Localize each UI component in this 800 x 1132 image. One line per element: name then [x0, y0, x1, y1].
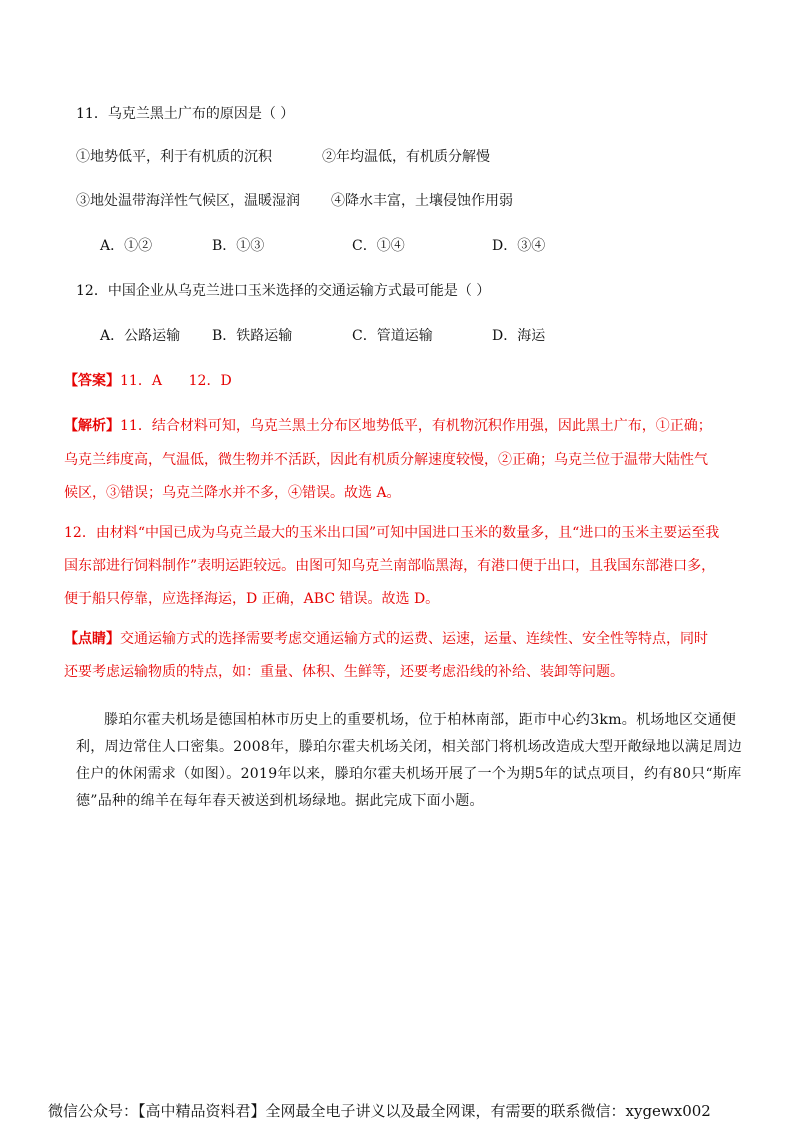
analysis-q12-line-2: 国东部进行饲料制作”表明运距较远。由图可知乌克兰南部临黑海，有港口便于出口，且我国东部港口多， — [64, 558, 716, 574]
q12-option-c: C．管道运输 — [352, 328, 433, 344]
comment-line-1 — [64, 629, 708, 649]
q11-option-b: B．①③ — [212, 238, 265, 254]
q11-statement-4: ④降水丰富，土壤侵蚀作用弱 — [331, 193, 513, 209]
q11-option-c: C．①④ — [352, 238, 405, 254]
analysis-line-3: 候区，③错误；乌克兰降水并不多，④错误。故选 A。 — [64, 485, 401, 501]
analysis-q12-line-3: 便于船只停靠，应选择海运，D 正确，ABC 错误。故选 D。 — [64, 591, 440, 607]
analysis-line-2: 乌克兰纬度高，气温低，微生物并不活跃，因此有机质分解速度较慢，②正确；乌克兰位于温带大陆性气 — [64, 452, 708, 468]
q12-option-b: B．铁路运输 — [212, 328, 293, 344]
q11-option-d: D．③④ — [492, 238, 546, 254]
analysis-q12-line-1: 12．由材料“中国已成为乌克兰最大的玉米出口国”可知中国进口玉米的数量多，且“进口的玉米主要运至我 — [64, 525, 720, 541]
q11-stem: 11．乌克兰黑土广布的原因是（ ） — [76, 106, 295, 122]
q11-statement-1: ①地势低平，利于有机质的沉积 — [76, 149, 272, 165]
q11-option-a: A．①② — [100, 238, 153, 254]
q12-option-a: A．公路运输 — [100, 328, 181, 344]
q11-statement-2: ②年均温低，有机质分解慢 — [322, 149, 490, 165]
analysis-text-1: 11．结合材料可知，乌克兰黑土分布区地势低平，有机物沉积作用强，因此黑土广布，①正确； — [120, 418, 712, 434]
comment-tag: 【点睛】 — [64, 631, 120, 647]
analysis-tag: 【解析】 — [64, 418, 120, 434]
answer-line — [64, 371, 232, 391]
q12-stem: 12．中国企业从乌克兰进口玉米选择的交通运输方式最可能是（ ） — [76, 283, 491, 299]
reading-passage — [76, 707, 752, 815]
q11-statement-3: ③地处温带海洋性气候区，温暖湿润 — [76, 193, 300, 209]
analysis-line-1 — [64, 416, 712, 436]
answer-text: 11．A 12．D — [120, 373, 232, 389]
passage-text: 滕珀尔霍夫机场是德国柏林市历史上的重要机场，位于柏林南部，距市中心约3km。机场地区交通便利，周边常住人口密集。2008年，滕珀尔霍夫机场关闭，相关部门将机场改造成大型开敞绿地以满足周边住户的休闲需求（如图）。2019年以来，滕珀尔霍夫机场开展了一个为期5年的试点项目，约有80只“斯库德”品种的绵羊在每年春天被送到机场绿地。据此完成下面小题。 — [76, 712, 743, 809]
q12-option-d: D．海运 — [492, 328, 546, 344]
comment-text-1: 交通运输方式的选择需要考虑交通运输方式的运费、运速，运量、连续性、安全性等特点，同时 — [120, 631, 708, 647]
comment-line-2: 还要考虑运输物质的特点，如：重量、体积、生鲜等，还要考虑沿线的补给、装卸等问题。 — [64, 664, 624, 680]
answer-tag: 【答案】 — [64, 373, 120, 389]
footer-note: 微信公众号：【高中精品资料君】全网最全电子讲义以及最全网课，有需要的联系微信：xygewx002 — [48, 1102, 711, 1120]
